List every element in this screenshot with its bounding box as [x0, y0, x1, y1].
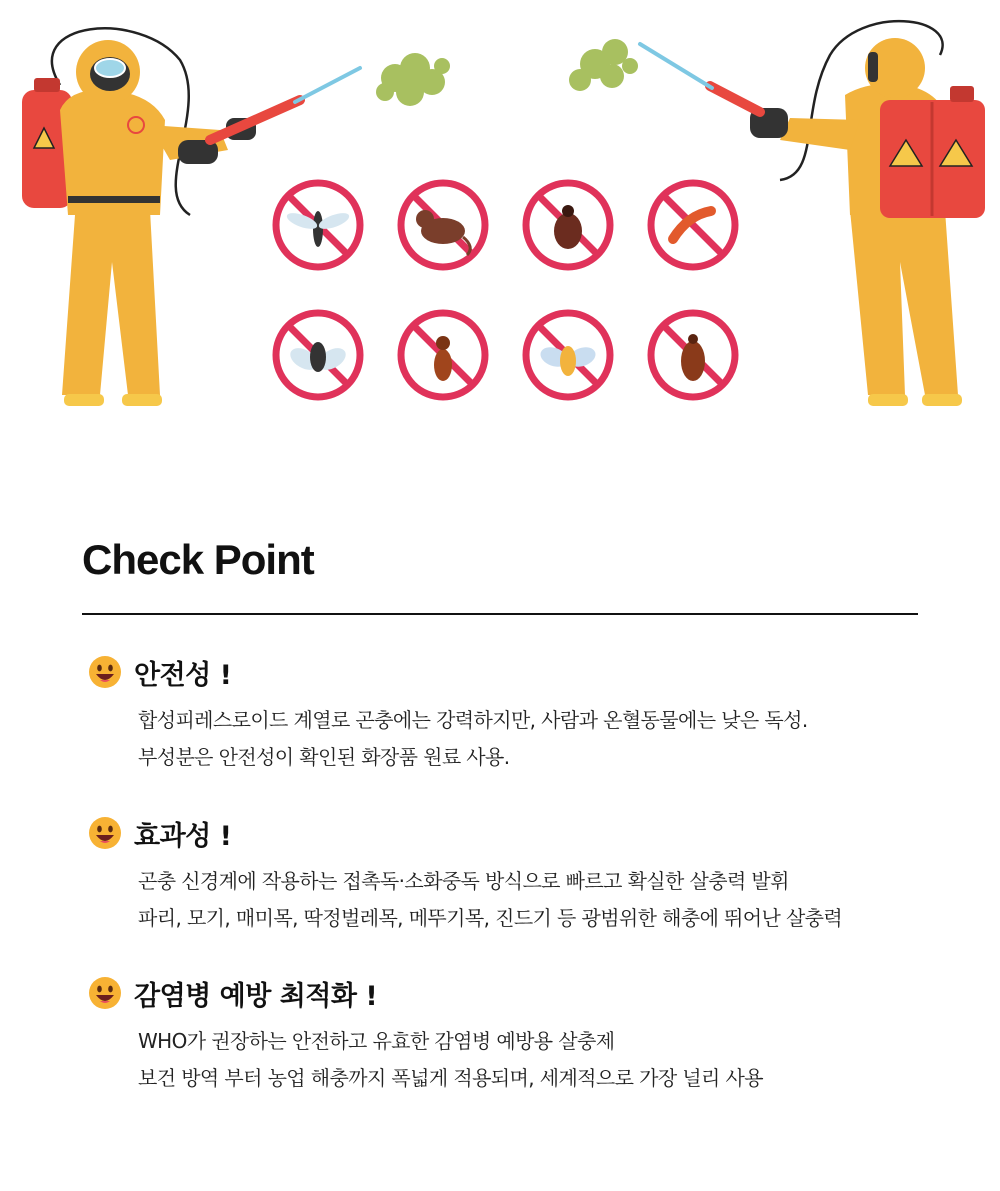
no-termite-icon	[401, 313, 485, 397]
point-line: 보건 방역 부터 농업 해충까지 폭넓게 적용되며, 세계적으로 가장 널리 사용	[138, 1066, 763, 1090]
no-fly-icon	[276, 313, 360, 397]
section-title: Check Point	[82, 536, 314, 583]
right-exterminator	[569, 21, 985, 406]
point-line: 합성피레스로이드 계열로 곤충에는 강력하지만, 사람과 온혈동물에는 낮은 독성.	[138, 708, 808, 732]
point-line: 부성분은 안전성이 확인된 화장품 원료 사용.	[138, 745, 510, 769]
hero-illustration	[0, 0, 1000, 440]
point-line: 파리, 모기, 매미목, 딱정벌레목, 메뚜기목, 진드기 등 광범위한 해충에 뛰어난 살충력	[138, 906, 843, 930]
no-rat-icon	[401, 183, 485, 267]
point-efficacy	[88, 813, 948, 937]
point-line: WHO가 권장하는 안전하고 유효한 감염병 예방용 살충제	[138, 1029, 615, 1053]
smiley-icon	[88, 816, 122, 850]
no-mosquito-icon	[276, 183, 360, 267]
left-exterminator	[22, 28, 450, 406]
point-title: 안전성 !	[134, 659, 232, 691]
divider	[82, 613, 918, 615]
point-infection-prevention	[88, 973, 948, 1097]
no-tick-icon	[526, 183, 610, 267]
point-line: 곤충 신경계에 작용하는 접촉독·소화중독 방식으로 빠르고 확실한 살충력 발휘	[138, 869, 789, 893]
smiley-icon	[88, 976, 122, 1010]
no-cockroach-icon	[651, 313, 735, 397]
smiley-icon	[88, 655, 122, 689]
point-safety	[88, 652, 948, 776]
point-title: 감염병 예방 최적화 !	[134, 980, 378, 1012]
no-bee-icon	[526, 313, 610, 397]
no-centipede-icon	[651, 183, 735, 267]
point-title: 효과성 !	[134, 820, 232, 852]
